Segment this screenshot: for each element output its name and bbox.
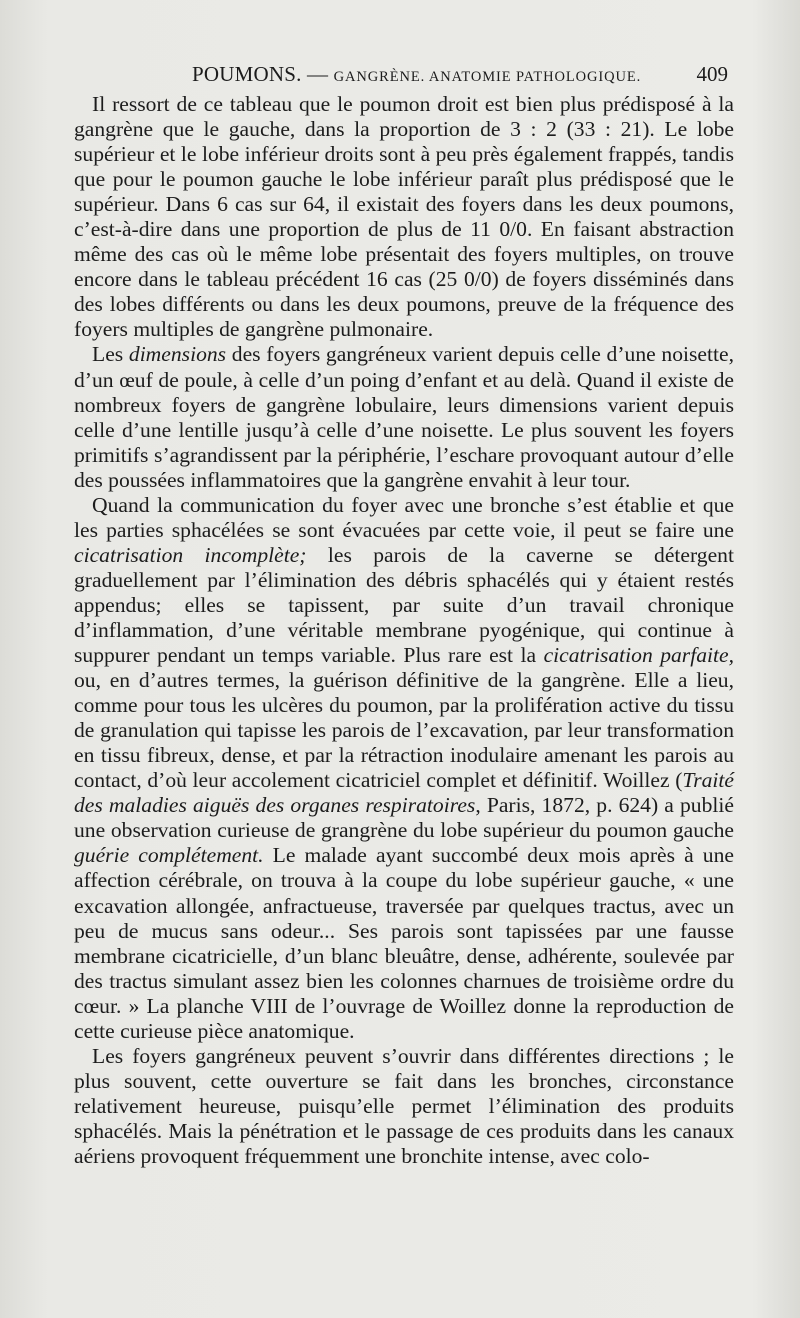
p3-text-c: ou, en d’autres termes, la guérison définitive de la gangrène. Elle a lieu, comme pour tous les ulcères du poumon, par la prolifération active du tissu de granulation qui tapisse les parois de l’excavation, par leur transformation en tissu fibreux, dense, et par la rétraction inodulaire amenant les parois au contact, d’où leur accolement cicatriciel complet et définitif. Woillez (	[74, 668, 734, 793]
p2-text-b: des foyers gangréneux varient depuis celle d’une noisette, d’un œuf de poule, à celle d’un poing d’enfant et au delà. Quand il existe de nombreux foyers de gangrène lobulaire, leurs dimensions varient depuis celle d’une lentille jusqu’à celle d’une noisette. Le plus souvent les foyers primitifs s’agrandissent par la périphérie, l’eschare provoquant autour d’elle des poussées inflammatoires que la gangrène envahit à leur tour.	[74, 342, 734, 492]
p3-emphasis-incomplete: cicatrisation incomplète;	[74, 542, 307, 567]
header-chapter: POUMONS.	[192, 62, 302, 86]
page-number: 409	[696, 62, 728, 86]
p3-text-d: , Paris, 1872, p. 624) a publié une observation curieuse de grangrène du lobe supérieur du poumon gauche	[74, 793, 734, 843]
p2-emphasis-dimensions: dimensions	[128, 342, 227, 367]
paragraph-4: Les foyers gangréneux peuvent s’ouvrir dans différentes directions ; le plus souvent, cette ouverture se fait dans les bronches, circonstance relativement heureuse, puisqu’elle permet l’élimination des produits sphacélés. Mais la pénétration et le passage de ces produits dans les canaux aériens provoquent fréquemment une bronchite intense, avec colo-	[74, 1043, 734, 1168]
p3-emphasis-perfect: cicatrisation parfaite,	[543, 643, 734, 668]
p3-text-e: Le malade ayant succombé deux mois après à une affection cérébrale, on trouva à la coupe du lobe supérieur gauche, « une excavation allongée, anfractueuse, traversée par quelques tractus, avec un peu de mucus sans odeur... Ses parois sont tapissées par une fausse membrane cicatricielle, d’un blanc bleuâtre, dense, adhérente, soulevée par des tractus simulant assez bien les colonnes charnues de troisième ordre du cœur. » La planche VIII de l’ouvrage de Woillez donne la reproduction de cette curieuse pièce anatomique.	[74, 843, 734, 1043]
p2-text-a: Les	[92, 342, 129, 367]
paragraph-2	[74, 342, 734, 492]
p3-text-a: Quand la communication du foyer avec une bronche s’est établie et que les parties sphacélées se sont évacuées par cette voie, il peut se faire une	[74, 492, 734, 542]
header-section: GANGRÈNE. ANATOMIE PATHOLOGIQUE.	[333, 69, 642, 85]
p3-emphasis-healed: guérie complétement.	[74, 843, 264, 868]
running-title	[192, 62, 641, 87]
paragraph-3	[74, 493, 734, 1044]
header-dash: —	[301, 62, 334, 86]
p3-text-b: les parois de la caverne se détergent graduellement par l’élimination des débris sphacélés qui y étaient restés appendus; elles se tapissent, par suite d’un travail chronique d’inflammation, d’une véritable membrane pyogénique, qui continue à suppurer pendant un temps variable. Plus rare est la	[74, 542, 734, 668]
p3-citation-title: Traité des maladies aiguës des organes respiratoires	[74, 768, 734, 818]
running-header	[74, 58, 728, 88]
body-text	[74, 92, 734, 1169]
paragraph-1: Il ressort de ce tableau que le poumon droit est bien plus prédisposé à la gangrène que le gauche, dans la proportion de 3 : 2 (33 : 21). Le lobe supérieur et le lobe inférieur droits sont à peu près également frappés, tandis que pour le poumon gauche le lobe inférieur paraît plus prédisposé que le supérieur. Dans 6 cas sur 64, il existait des foyers dans les deux poumons, c’est-à-dire dans une proportion de plus de 11 0/0. En faisant abstraction même des cas où le même lobe présentait des foyers multiples, on trouve encore dans le tableau précédent 16 cas (25 0/0) de foyers disséminés dans des lobes différents ou dans les deux poumons, preuve de la fréquence des foyers multiples de gangrène pulmonaire.	[74, 92, 734, 342]
